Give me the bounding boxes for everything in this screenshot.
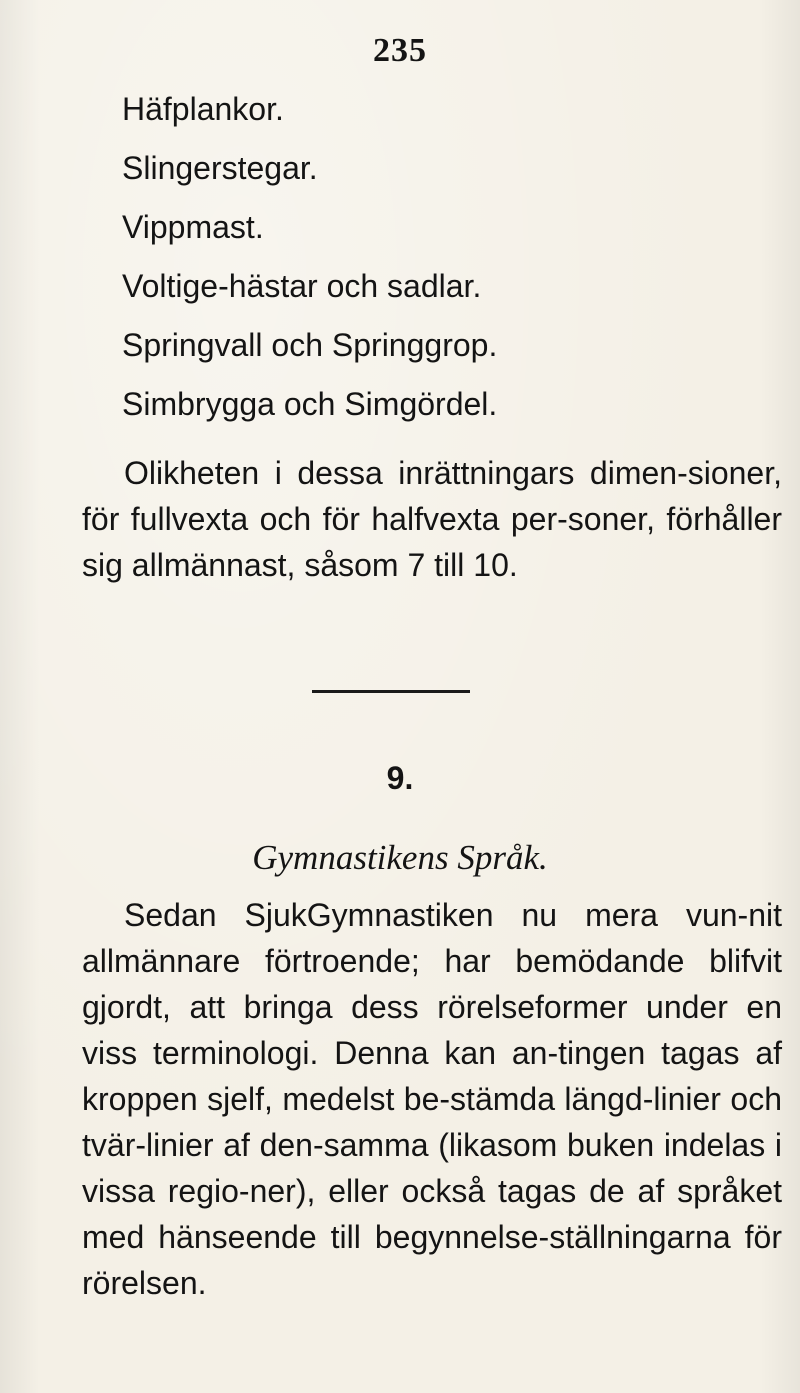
list-item: Voltige-hästar och sadlar.	[122, 268, 482, 304]
list-item: Slingerstegar.	[122, 150, 318, 186]
list-item: Springvall och Springgrop.	[122, 327, 498, 363]
page-number: 235	[373, 32, 427, 69]
language-paragraph-text: Sedan SjukGymnastiken nu mera vun-nit allmännare förtroende; har bemödande blifvit gjordt, att bringa dess rörelseformer under en viss terminologi. Denna kan an-tingen tagas af kroppen sjelf, medelst be-stämda längd-linier och tvär-linier af den-samma (likasom buken indelas i vissa regio-ner), eller också tagas de af språket med hänseende till begynnelse-ställningarna för rörelsen.	[82, 897, 782, 1301]
language-paragraph	[82, 892, 782, 1306]
section-divider	[312, 690, 470, 693]
equipment-list	[122, 80, 497, 434]
section-title: Gymnastikens Språk.	[252, 838, 548, 877]
dimensions-paragraph-text: Olikheten i dessa inrättningars dimen-sioner, för fullvexta och för halfvexta per-soner, förhåller sig allmännast, såsom 7 till 10.	[82, 455, 782, 583]
list-item: Vippmast.	[122, 209, 264, 245]
section-number: 9.	[386, 760, 414, 796]
dimensions-paragraph	[82, 450, 782, 588]
list-item: Simbrygga och Simgördel.	[122, 386, 498, 422]
list-item: Häfplankor.	[122, 91, 284, 127]
